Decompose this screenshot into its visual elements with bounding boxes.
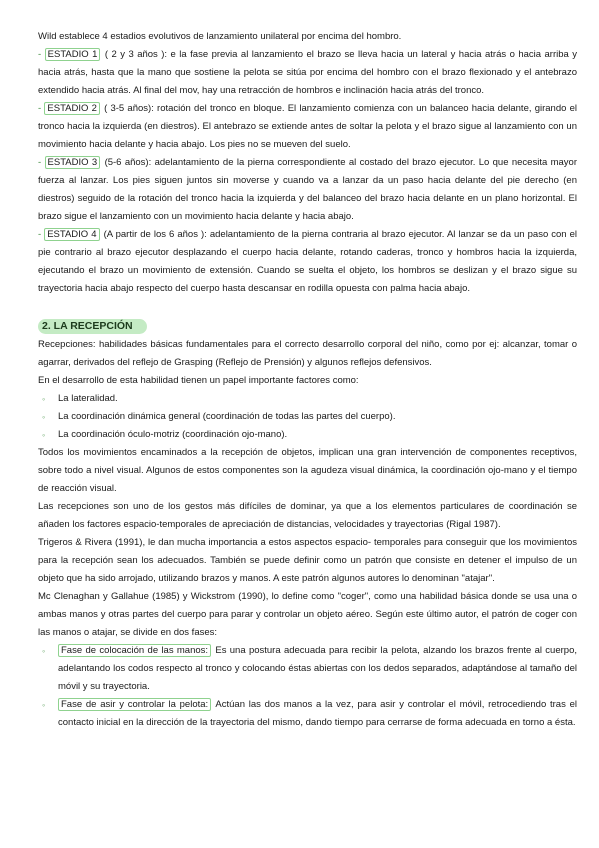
stage-tag: ESTADIO 2 — [44, 102, 100, 115]
list-item — [38, 390, 577, 408]
stage-text: (A partir de los 6 años ): adelantamiento de la pierna contraria al brazo ejecutor. Al lanzar se da un paso con el pie contrario al brazo ejecutor desplazando el cuerpo hacia delante, rotando caderas, tronco y hombros hacia la izquierda, ejecutando el brazo un movimiento de extensión. Cuando se suelta el objeto, los hombros se deslizan y el brazo sigue su trayectoria hacia abajo respecto del cuerpo hasta descansar en rodilla opuesta con palma hacia abajo. — [38, 229, 578, 294]
phases-list — [38, 642, 577, 732]
phase-text: Es una postura adecuada para recibir la pelota, alzando los brazos frente al cuerpo, adelantando los codos respecto al tronco y colocando éstas abiertas con los dedos separados, adaptándose al tamaño del móvil y su trayectoria. — [58, 645, 577, 692]
stage-prefix: - — [38, 103, 45, 114]
phase-tag: Fase de colocación de las manos: — [58, 644, 211, 657]
list-item-text: La coordinación dinámica general (coordinación de todas las partes del cuerpo). — [58, 411, 396, 422]
list-item — [38, 408, 577, 426]
stage-1 — [38, 46, 577, 100]
stage-tag: ESTADIO 4 — [44, 228, 99, 241]
list-item — [38, 426, 577, 444]
bullet-icon: ◦ — [42, 646, 46, 656]
stage-prefix: - — [38, 49, 45, 60]
paragraph-recepciones: Recepciones: habilidades básicas fundamentales para el correcto desarrollo corporal del niño, como por ej: alcanzar, tomar o agarrar, derivados del reflejo de Grasping (Reflejo de Prensión) y algunos reflejos defensivos. — [38, 339, 577, 368]
list-item-text: La lateralidad. — [58, 393, 118, 404]
section-heading: 2. LA RECEPCIÓN — [38, 319, 147, 334]
phase-text: Actúan las dos manos a la vez, para asir y controlar el móvil, retrocediendo tras el contacto inicial en la dirección de la trayectoria del mismo, dando tiempo para cerrarse de forma adecuada en torno a ésta. — [58, 699, 577, 728]
bullet-icon: ◦ — [42, 394, 46, 404]
stage-prefix: - — [38, 229, 45, 240]
bullet-icon: ◦ — [42, 700, 46, 710]
bullet-icon: ◦ — [42, 412, 46, 422]
list-item — [38, 642, 577, 696]
stage-3 — [38, 154, 577, 226]
stage-prefix: - — [38, 157, 45, 168]
paragraph-factores-intro: En el desarrollo de esta habilidad tienen un papel importante factores como: — [38, 375, 359, 386]
stage-text: (5-6 años): adelantamiento de la pierna correspondiente al costado del brazo ejecutor. Lo que necesita mayor fuerza al lanzar. Los pies siguen juntos sin moverse y cuando va a lanzar da un paso hacia delante del pie derecho (en diestros) seguido de la rotación del tronco hacia la izquierda y del balanceo del brazo hacia delante en un plano horizontal. El brazo sigue el lanzamiento con un movimiento hacia delante y hacia abajo. — [38, 157, 578, 222]
list-item — [38, 696, 577, 732]
stage-2 — [38, 100, 577, 154]
stage-tag: ESTADIO 1 — [45, 48, 101, 61]
bullet-icon: ◦ — [42, 430, 46, 440]
paragraph-componentes: Todos los movimientos encaminados a la recepción de objetos, implican una gran intervención de componentes receptivos, sobre todo a nivel visual. Algunos de estos componentes son la agudeza visual dinámica, la coordinación ojo-mano y el tiempo de reacción visual. — [38, 447, 577, 494]
list-item-text: La coordinación óculo-motriz (coordinación ojo-mano). — [58, 429, 288, 440]
stage-text: ( 3-5 años): rotación del tronco en bloque. El lanzamiento comienza con un balanceo hacia delante, girando el tronco hacia la izquierda (en diestros). El antebrazo se extiende antes de soltar la pelota y el brazo sigue al lanzamiento con un movimiento hacia delante y hacia abajo. Los pies no se mueven del suelo. — [38, 103, 578, 150]
stage-tag: ESTADIO 3 — [45, 156, 101, 169]
paragraph-coger: Mc Clenaghan y Gallahue (1985) y Wickstrom (1990), lo define como "coger", como una habilidad básica donde se usa una o ambas manos y otras partes del cuerpo para parar y controlar un objeto aéreo. Según este último autor, el patrón de coger con las manos o atajar, se divide en dos fases: — [38, 591, 577, 638]
stage-text: ( 2 y 3 años ): e la fase previa al lanzamiento el brazo se lleva hacia un lateral y hacia atrás o hacia arriba y hacia atrás, hasta que la mano que sostiene la pelota se sitúa por encima del hombro con el brazo flexionado y el antebrazo extendido hacia atrás. Al final del mov, hay una retracción de hombros e inclinación hacia atrás del tronco. — [38, 49, 577, 96]
intro-paragraph: Wild establece 4 estadios evolutivos de lanzamiento unilateral por encima del hombro. — [38, 31, 402, 42]
paragraph-trigeros: Trigeros & Rivera (1991), le dan mucha importancia a estos aspectos espacio- temporales para conseguir que los movimientos para la recepción sean los adecuados. También se puede definir como un patrón que consiste en detener el impulso de un objeto que ha sido arrojado, utilizando brazos y manos. A este patrón algunos autores lo denominan "atajar". — [38, 537, 577, 584]
paragraph-dificultad: Las recepciones son uno de los gestos más difíciles de dominar, ya que a los elementos particulares de coordinación se añaden los factores espacio-temporales de apreciación de distancias, velocidades y trayectorias (Rigal 1987). — [38, 501, 577, 530]
factors-list — [38, 390, 577, 444]
phase-tag: Fase de asir y controlar la pelota: — [58, 698, 211, 711]
stages-list — [38, 46, 577, 298]
section-spacer — [38, 298, 577, 318]
stage-4 — [38, 226, 577, 298]
